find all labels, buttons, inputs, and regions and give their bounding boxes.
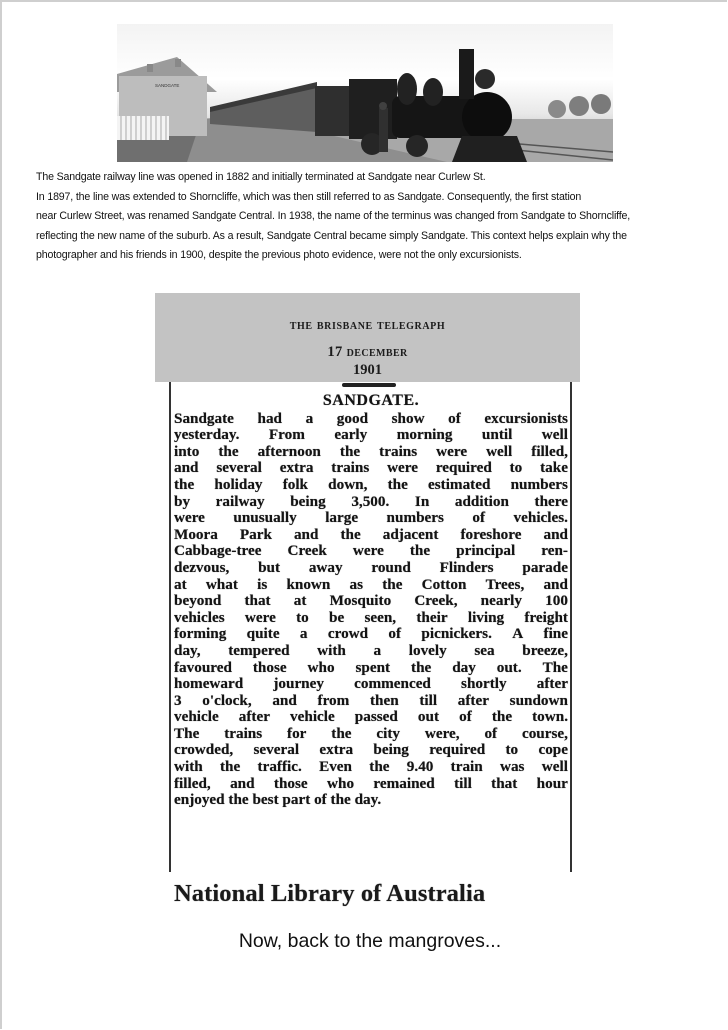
article-word: then	[369, 691, 399, 709]
intro-line: The Sandgate railway line was opened in 1882 and initially terminated at Sandgate near Curlew St.	[36, 171, 486, 183]
article-word: and	[272, 691, 297, 709]
article-line	[174, 560, 568, 577]
article-word: was	[500, 758, 525, 776]
article-word: to	[509, 459, 523, 477]
article-line	[174, 411, 568, 428]
column-rule-right	[570, 382, 572, 872]
year-underline	[342, 383, 396, 387]
article-line	[174, 643, 568, 660]
article-line	[174, 477, 568, 494]
article-word: were,	[424, 724, 460, 742]
article-word: as	[349, 575, 364, 593]
article-word: Cotton	[421, 575, 467, 593]
article-word: dezvous,	[174, 558, 230, 576]
article-word: were	[436, 442, 468, 460]
article-line	[174, 742, 568, 759]
article-word: the	[411, 658, 432, 676]
article-word: were	[244, 608, 276, 626]
article-word: a	[373, 641, 382, 659]
article-word: and	[230, 774, 255, 792]
article-word: Cabbage-tree	[174, 542, 262, 560]
article-word: The	[542, 658, 568, 676]
article-word: but	[258, 558, 281, 576]
article-word: 9.40	[406, 758, 434, 776]
article-word: homeward	[174, 675, 244, 693]
photo-chimney	[147, 64, 153, 72]
article-word: of	[459, 708, 472, 726]
article-word: shortly	[461, 675, 507, 693]
article-word: being	[290, 492, 326, 510]
article-word: tempered	[228, 641, 290, 659]
intro-line: photographer and his friends in 1900, despite the previous photo evidence, were not the only excursionists.	[36, 249, 522, 261]
photo-headlamp	[475, 69, 495, 89]
article-word: sea	[474, 641, 495, 659]
article-word: favoured	[174, 658, 232, 676]
article-word: adjacent	[382, 525, 439, 543]
article-word: and	[293, 525, 319, 543]
article-word: that	[244, 592, 271, 610]
article-word: Creek	[287, 542, 327, 560]
article-word: the	[219, 758, 241, 776]
article-word: best	[252, 791, 283, 809]
article-word: after	[238, 708, 270, 726]
article-word: the	[491, 708, 513, 726]
article-word: trains	[331, 459, 370, 477]
article-word: day,	[174, 641, 201, 659]
article-word: trains	[379, 442, 418, 460]
article-word: Sandgate	[174, 409, 234, 427]
article-word: well	[541, 426, 568, 444]
article-word: to	[296, 608, 309, 626]
article-word: morning	[396, 426, 453, 444]
article-word: course,	[521, 724, 568, 742]
article-word: several	[253, 741, 300, 759]
article-word: spent	[355, 658, 391, 676]
article-word: breeze,	[522, 641, 568, 659]
newspaper-masthead	[155, 293, 580, 382]
article-word: town.	[532, 708, 568, 726]
photo-illustration	[117, 24, 613, 162]
article-word: with	[317, 641, 346, 659]
article-word: of	[484, 724, 498, 742]
article-word: and	[543, 525, 568, 543]
article-word: filled,	[531, 442, 568, 460]
article-line	[174, 444, 568, 461]
photo-chimney	[175, 59, 181, 67]
article-word: that	[491, 774, 518, 792]
article-word: principal	[456, 542, 516, 560]
article-word: forming	[174, 625, 227, 643]
article-word: were	[174, 509, 205, 527]
article-word: commenced	[354, 675, 431, 693]
photo-wheel	[406, 135, 428, 157]
article-word: day.	[354, 791, 382, 809]
article-word: large	[325, 509, 359, 527]
article-word: excursionists	[484, 409, 568, 427]
photo-man	[379, 108, 388, 152]
article-line	[174, 776, 568, 793]
article-line	[174, 527, 568, 544]
article-word: afternoon	[257, 442, 321, 460]
article-word: quite	[246, 625, 280, 643]
article-word: well	[541, 758, 568, 776]
article-word: be	[329, 608, 345, 626]
article-word: o'clock,	[202, 691, 252, 709]
article-word: cope	[538, 741, 568, 759]
article-word: after	[457, 691, 489, 709]
article-word: estimated	[428, 475, 491, 493]
newspaper-article	[174, 393, 568, 809]
article-word: living	[467, 608, 505, 626]
article-word: extra	[279, 459, 314, 477]
article-word: crowded,	[174, 741, 234, 759]
photo-tree	[548, 100, 566, 118]
closing-text: Now, back to the mangroves...	[238, 930, 502, 952]
article-word: vehicle	[290, 708, 335, 726]
article-word: by	[174, 492, 191, 510]
article-word: from	[317, 691, 350, 709]
article-word: the	[331, 724, 352, 742]
article-word: the	[218, 442, 239, 460]
article-word: till	[454, 774, 472, 792]
article-word: required	[429, 741, 486, 759]
article-line	[174, 577, 568, 594]
article-word: there	[534, 492, 568, 510]
article-line	[174, 460, 568, 477]
article-word: a	[299, 625, 308, 643]
article-word: of	[314, 791, 331, 809]
intro-paragraph	[36, 168, 696, 266]
article-word: 3,500.	[351, 492, 390, 510]
article-word: trains	[224, 724, 263, 742]
article-word: Moora	[174, 525, 218, 543]
article-word: In	[414, 492, 430, 510]
article-word: and	[174, 459, 199, 477]
article-headline: SANDGATE.	[322, 392, 420, 409]
article-word: the	[369, 758, 390, 776]
article-line	[174, 676, 568, 693]
article-word: traffic.	[257, 758, 302, 776]
article-word: lovely	[408, 641, 447, 659]
article-word: good	[336, 409, 369, 427]
article-word: sundown	[509, 691, 568, 709]
article-word: extra	[319, 741, 354, 759]
article-line	[174, 494, 568, 511]
article-word: who	[327, 774, 355, 792]
article-word: at	[174, 575, 187, 593]
article-word: and	[543, 575, 568, 593]
article-line	[174, 610, 568, 627]
article-word: foreshore	[460, 525, 522, 543]
photo-locomotive-cab	[349, 79, 397, 139]
article-word: were	[387, 459, 418, 477]
newspaper-name: the brisbane telegraph	[289, 317, 446, 333]
article-word: Mosquito	[329, 592, 392, 610]
article-word: into	[174, 442, 200, 460]
article-word: several	[216, 459, 262, 477]
article-line	[174, 759, 568, 776]
article-word: nearly	[480, 592, 522, 610]
photo-cowcatcher	[452, 136, 527, 162]
article-word: vehicle	[174, 708, 219, 726]
article-word: out.	[496, 658, 522, 676]
article-word: 3	[174, 691, 182, 709]
newspaper-year: 1901	[353, 362, 382, 378]
article-word: had	[257, 409, 283, 427]
article-word: crowd	[327, 625, 369, 643]
article-word: picnickers.	[421, 625, 492, 643]
article-line	[174, 660, 568, 677]
article-word: required	[435, 459, 492, 477]
photo-tree	[591, 94, 611, 114]
newspaper-date: 17 december	[327, 344, 408, 360]
article-word: passed	[354, 708, 398, 726]
article-word: yesterday.	[174, 426, 240, 444]
article-word: Trees,	[485, 575, 525, 593]
article-word: The	[174, 724, 200, 742]
article-word: the	[228, 791, 253, 809]
railway-station-photo	[117, 24, 613, 162]
article-word: numbers	[386, 509, 444, 527]
photo-smokebox	[462, 92, 512, 142]
article-word: 100	[545, 592, 568, 610]
article-line	[174, 626, 568, 643]
article-word: who	[307, 658, 335, 676]
article-word: until	[481, 426, 513, 444]
article-word: is	[257, 575, 268, 593]
article-word: vehicles	[174, 608, 225, 626]
article-word: those	[252, 658, 287, 676]
article-word: train	[450, 758, 483, 776]
intro-line: reflecting the new name of the suburb. As a result, Sandgate Central became simply Sandgate. This context helps explain why the	[36, 229, 627, 242]
article-line	[174, 693, 568, 710]
article-word: well	[486, 442, 513, 460]
article-word: parade	[522, 558, 568, 576]
article-word: holiday	[214, 475, 263, 493]
article-word: filled,	[174, 774, 211, 792]
article-word: of	[448, 409, 461, 427]
article-word: after	[536, 675, 568, 693]
article-word: remained	[373, 774, 435, 792]
article-line	[174, 709, 568, 726]
article-body	[174, 411, 568, 809]
article-word: seen,	[364, 608, 397, 626]
photo-tree	[569, 96, 589, 116]
article-line	[174, 726, 568, 743]
article-word: folk	[282, 475, 309, 493]
article-word: known	[286, 575, 331, 593]
article-word: unusually	[233, 509, 297, 527]
column-rule-left	[169, 382, 171, 872]
article-word: of	[472, 509, 486, 527]
intro-line: In 1897, the line was extended to Shorncliffe, which was then still referred to as Sandgate. Consequently, the first station	[36, 190, 582, 203]
article-word: ren-	[541, 542, 568, 560]
article-word: round	[371, 558, 411, 576]
article-line	[174, 792, 568, 809]
article-word: Flinders	[439, 558, 494, 576]
photo-smokestack	[459, 49, 474, 99]
article-word: A	[512, 625, 524, 643]
article-word: at	[293, 592, 307, 610]
article-line	[174, 427, 568, 444]
article-word: the	[340, 525, 361, 543]
article-word: Even	[319, 758, 352, 776]
article-word: the	[382, 575, 403, 593]
article-word: early	[334, 426, 368, 444]
article-word: to	[505, 741, 519, 759]
article-word: freight	[524, 608, 568, 626]
article-word: out	[417, 708, 440, 726]
photo-station-sign: SANDGATE	[155, 83, 180, 88]
article-word: what	[205, 575, 238, 593]
source-credit: National Library of Australia	[174, 880, 486, 907]
photo-dome	[397, 73, 417, 105]
article-word: part	[282, 791, 315, 809]
article-word: the	[409, 542, 431, 560]
article-word: the	[387, 475, 408, 493]
intro-line: near Curlew Street, was renamed Sandgate Central. In 1938, the name of the terminus was changed from Sandgate to Shorncliffe,	[36, 210, 631, 222]
article-word: city	[376, 724, 401, 742]
article-word: the	[174, 475, 195, 493]
article-word: addition	[454, 492, 509, 510]
article-word: down,	[328, 475, 368, 493]
article-line	[174, 510, 568, 527]
article-word: were	[352, 542, 384, 560]
article-word: with	[174, 758, 203, 776]
article-word: enjoyed	[174, 791, 229, 809]
article-word: take	[540, 459, 568, 477]
article-word: being	[373, 741, 409, 759]
article-word: day	[452, 658, 476, 676]
article-word: Park	[239, 525, 272, 543]
article-word: their	[416, 608, 448, 626]
article-word: a	[305, 409, 314, 427]
article-word: hour	[536, 774, 568, 792]
photo-dome	[423, 78, 443, 106]
article-word: away	[308, 558, 343, 576]
article-word: the	[330, 791, 355, 809]
article-word: those	[273, 774, 308, 792]
article-line	[174, 543, 568, 560]
article-word: vehicles.	[513, 509, 568, 527]
article-word: till	[419, 691, 438, 709]
article-word: of	[388, 625, 402, 643]
article-word: numbers	[510, 475, 568, 493]
article-word: for	[287, 724, 307, 742]
photo-man-head	[379, 102, 387, 110]
article-word: the	[339, 442, 361, 460]
article-word: From	[268, 426, 305, 444]
article-word: journey	[273, 675, 324, 693]
article-word: Creek,	[414, 592, 458, 610]
article-line	[174, 593, 568, 610]
article-word: beyond	[174, 592, 222, 610]
article-word: fine	[543, 625, 568, 643]
article-word: railway	[215, 492, 265, 510]
article-word: show	[391, 409, 425, 427]
